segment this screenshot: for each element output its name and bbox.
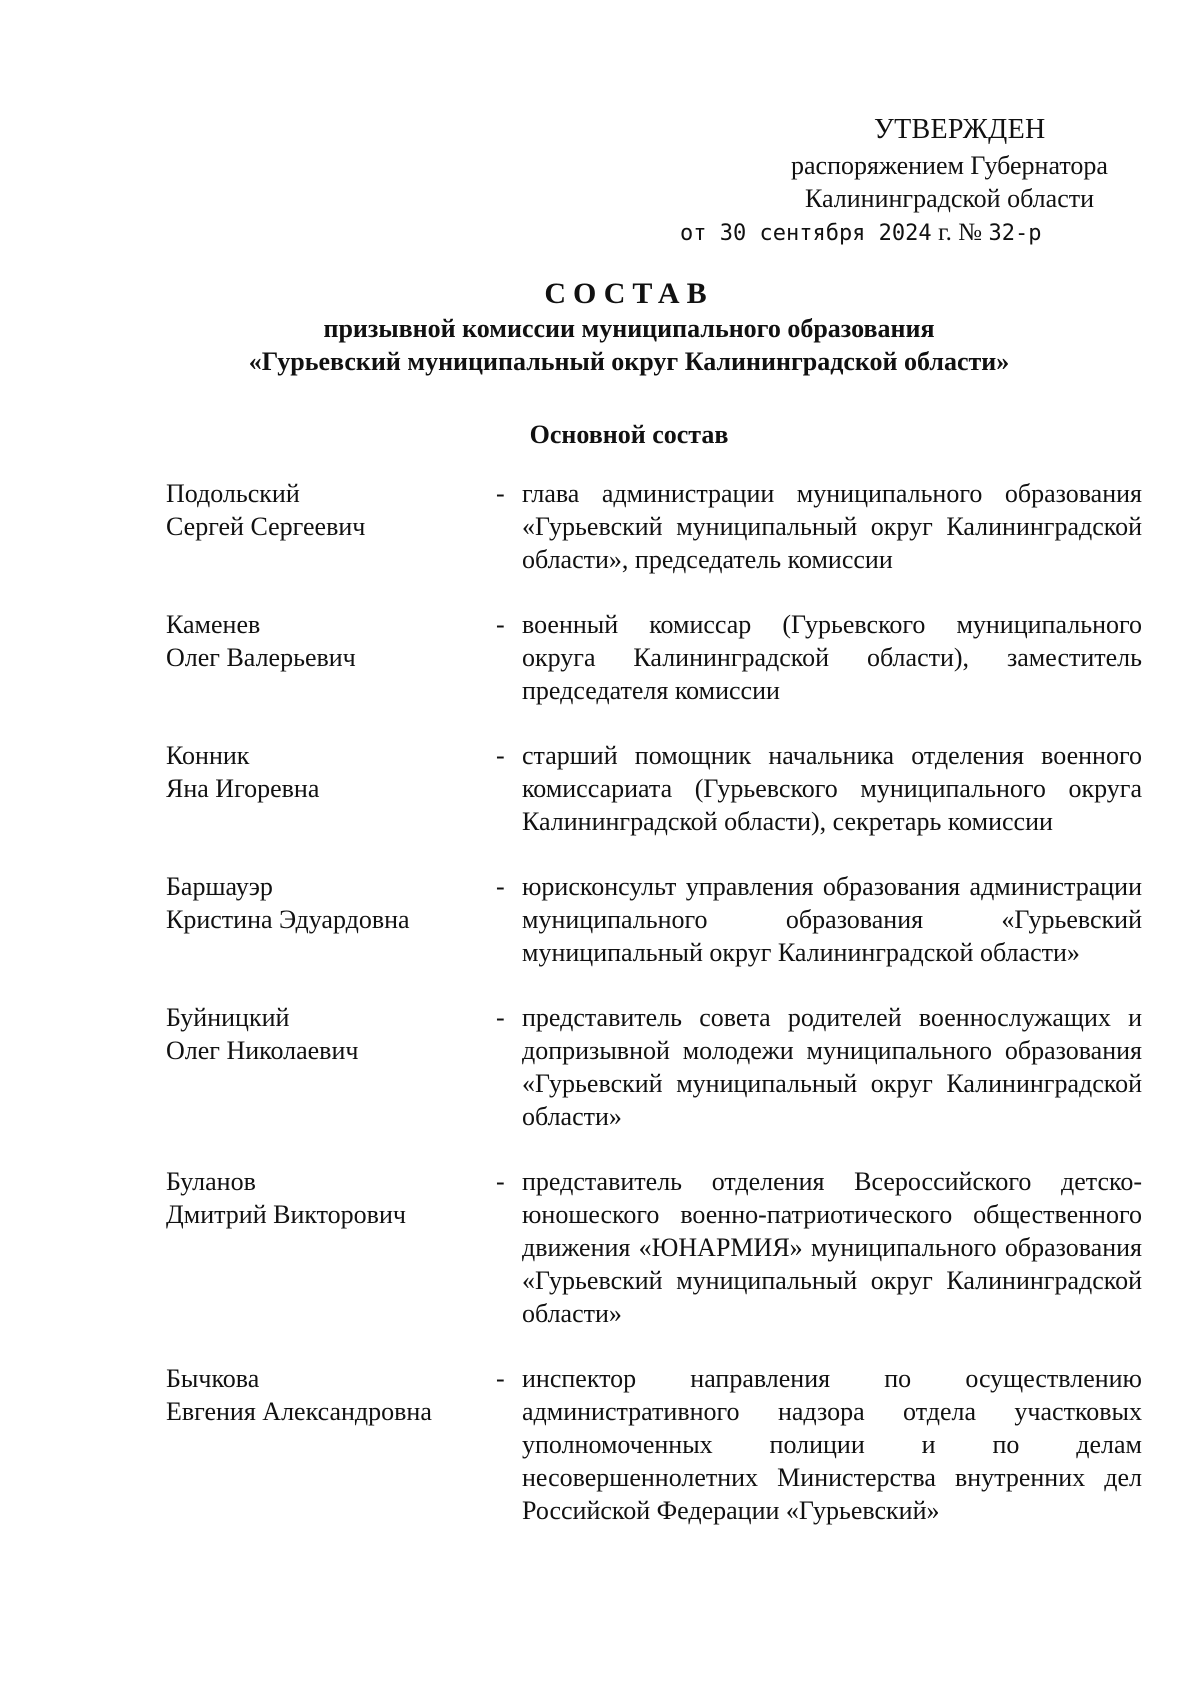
- member-row: [166, 477, 1142, 576]
- member-surname: Подольский: [166, 479, 300, 508]
- approval-date-prefix: от 30 сентября 2024: [680, 221, 932, 246]
- member-role: представитель отделения Всероссийского детско-юношеского военно-патриотического общественного движения «ЮНАРМИЯ» муниципального образования «Гурьевский муниципальный округ Калининградской области»: [522, 1167, 1142, 1328]
- approval-year-mark: г. №: [938, 219, 982, 246]
- member-dash: -: [496, 872, 505, 901]
- member-row: [166, 1165, 1142, 1330]
- approved-label: УТВЕРЖДЕН: [874, 114, 1046, 145]
- member-name: [166, 1001, 496, 1067]
- section-heading: Основной состав: [529, 420, 729, 449]
- approval-number: 32-р: [988, 221, 1042, 246]
- member-given-name: Сергей Сергеевич: [166, 512, 366, 541]
- member-role: военный комиссар (Гурьевского муниципального округа Калининградской области), заместитель председателя комиссии: [522, 610, 1142, 705]
- member-row: [166, 739, 1142, 838]
- member-given-name: Олег Валерьевич: [166, 643, 356, 672]
- member-row: [166, 608, 1142, 707]
- approved-region: Калининградской области: [805, 184, 1095, 213]
- member-surname: Конник: [166, 741, 250, 770]
- member-name: [166, 870, 496, 936]
- member-surname: Буйницкий: [166, 1003, 290, 1032]
- document-title: [0, 276, 1200, 451]
- member-name: [166, 1165, 496, 1231]
- approved-by: распоряжением Губернатора: [791, 151, 1108, 180]
- member-given-name: Яна Игоревна: [166, 774, 320, 803]
- member-surname: Каменев: [166, 610, 261, 639]
- member-dash: -: [496, 741, 505, 770]
- member-row: [166, 1362, 1142, 1527]
- member-row: [166, 1001, 1142, 1133]
- member-dash: -: [496, 1364, 505, 1393]
- member-given-name: Кристина Эдуардовна: [166, 905, 410, 934]
- member-surname: Баршауэр: [166, 872, 273, 901]
- member-row: [166, 870, 1142, 969]
- members-list: [166, 477, 1142, 1527]
- member-dash: -: [496, 479, 505, 508]
- approval-date: [680, 216, 1041, 250]
- member-dash: -: [496, 1167, 505, 1196]
- member-given-name: Евгения Александровна: [166, 1397, 432, 1426]
- member-role: инспектор направления по осуществлению административного надзора отдела участковых уполномоченных полиции и по делам несовершеннолетних Министерства внутренних дел Российской Федерации «Гурьевский»: [522, 1364, 1142, 1525]
- title-line-1: призывной комиссии муниципального образования: [323, 314, 935, 343]
- member-role: представитель совета родителей военнослужащих и допризывной молодежи муниципального образования «Гурьевский муниципальный округ Калининградской области»: [522, 1003, 1142, 1131]
- member-role: юрисконсульт управления образования администрации муниципального образования «Гурьевский муниципальный округ Калининградской области»: [522, 872, 1142, 967]
- member-given-name: Дмитрий Викторович: [166, 1200, 406, 1229]
- member-name: [166, 608, 496, 674]
- title-line-2: «Гурьевский муниципальный округ Калининградской области»: [248, 347, 1010, 376]
- member-role: старший помощник начальника отделения военного комиссариата (Гурьевского муниципального округа Калининградской области), секретарь комиссии: [522, 741, 1142, 836]
- member-name: [166, 739, 496, 805]
- member-role: глава администрации муниципального образования «Гурьевский муниципальный округ Калининградской области», председатель комиссии: [522, 479, 1142, 574]
- member-dash: -: [496, 1003, 505, 1032]
- title-heading: СОСТАВ: [544, 277, 714, 310]
- member-surname: Буланов: [166, 1167, 256, 1196]
- member-name: [166, 1362, 496, 1428]
- member-given-name: Олег Николаевич: [166, 1036, 359, 1065]
- member-surname: Бычкова: [166, 1364, 260, 1393]
- member-name: [166, 477, 496, 543]
- member-dash: -: [496, 610, 505, 639]
